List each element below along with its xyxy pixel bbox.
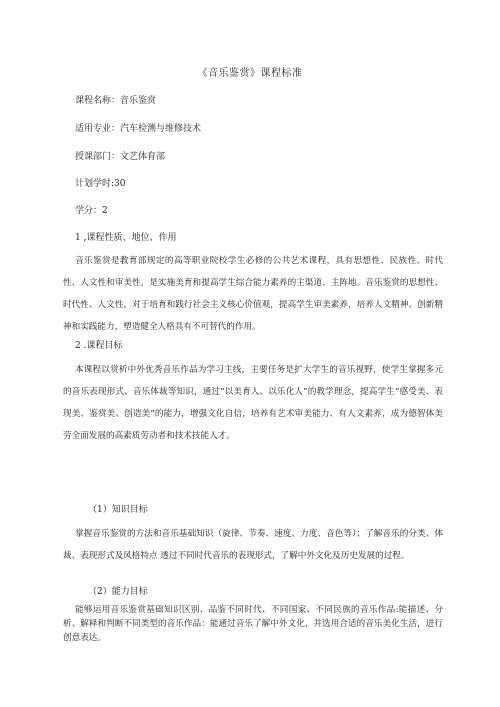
major-line: 适用专业：汽车检测与维修技术	[75, 124, 202, 134]
section-1-heading: 1 ,课程性质、地位、作用	[75, 233, 177, 243]
section-1-body-text: 音乐鉴赏是教育部规定的高等职业院校学生必修的公共艺术课程，具有思想性、民族性、时代性、人文性和审美性，是实施美育和提高学生综合能力素养的主渠道、主阵地。音乐鉴赏的思想性、时代性、人文性，对于培育和践行社会主义核心价值观，提高学生审美素养，培养人文精神、创新精神和实践能力，塑造健全人格具有不可替代的作用。	[63, 256, 443, 332]
course-name-line: 课程名称：音乐鉴赏	[75, 96, 157, 106]
ability-goal-body	[63, 603, 443, 645]
knowledge-goal-body	[63, 523, 443, 567]
knowledge-goal-heading: （1）知识目标	[88, 505, 148, 515]
section-1-body	[63, 250, 443, 338]
ability-goal-body-text: 能够运用音乐鉴赏基础知识区别、品鉴不同时代、不同国家、不同民族的音乐作品:能描述、分析、解释和判断不同类型的音乐作品：能通过音乐了解中外文化，并选用合适的音乐美化生活，进行创意表达。	[63, 605, 443, 643]
credits-line: 学分：2	[75, 206, 108, 216]
knowledge-goal-body-text: 掌握音乐鉴赏的方法和音乐基础知识（旋律、节奏、速度、力度、音色等）；了解音乐的分类、体裁、表现形式及风格特点 透过不同时代音乐的表现形式，了解中外文化及历史发展的过程。	[63, 529, 443, 561]
section-2-heading: 2 .课程目标	[75, 341, 123, 351]
section-2-body-text: 本课程以赏析中外优秀音乐作品为学习主线，主要任务是扩大学生的音乐视野，使学生掌握多元的音乐表现形式、音乐体裁等知识，通过“以美育人、以乐化人”的教学理念，提高学生“感受美、表现美、鉴赏美、创造美”的能力，增强文化自信，培养有艺术审美能力、有人文素养，成为德智体美劳全面发展的高素质劳动者和技术技能人才。	[63, 365, 443, 441]
section-2-body	[63, 359, 443, 447]
department-line: 授课部门：文艺体育部	[75, 152, 166, 162]
document-title: 《音乐鉴赏》课程标准	[197, 68, 303, 79]
ability-goal-heading: （2）能力目标	[88, 587, 148, 597]
hours-line: 计划学时:30	[75, 179, 126, 189]
